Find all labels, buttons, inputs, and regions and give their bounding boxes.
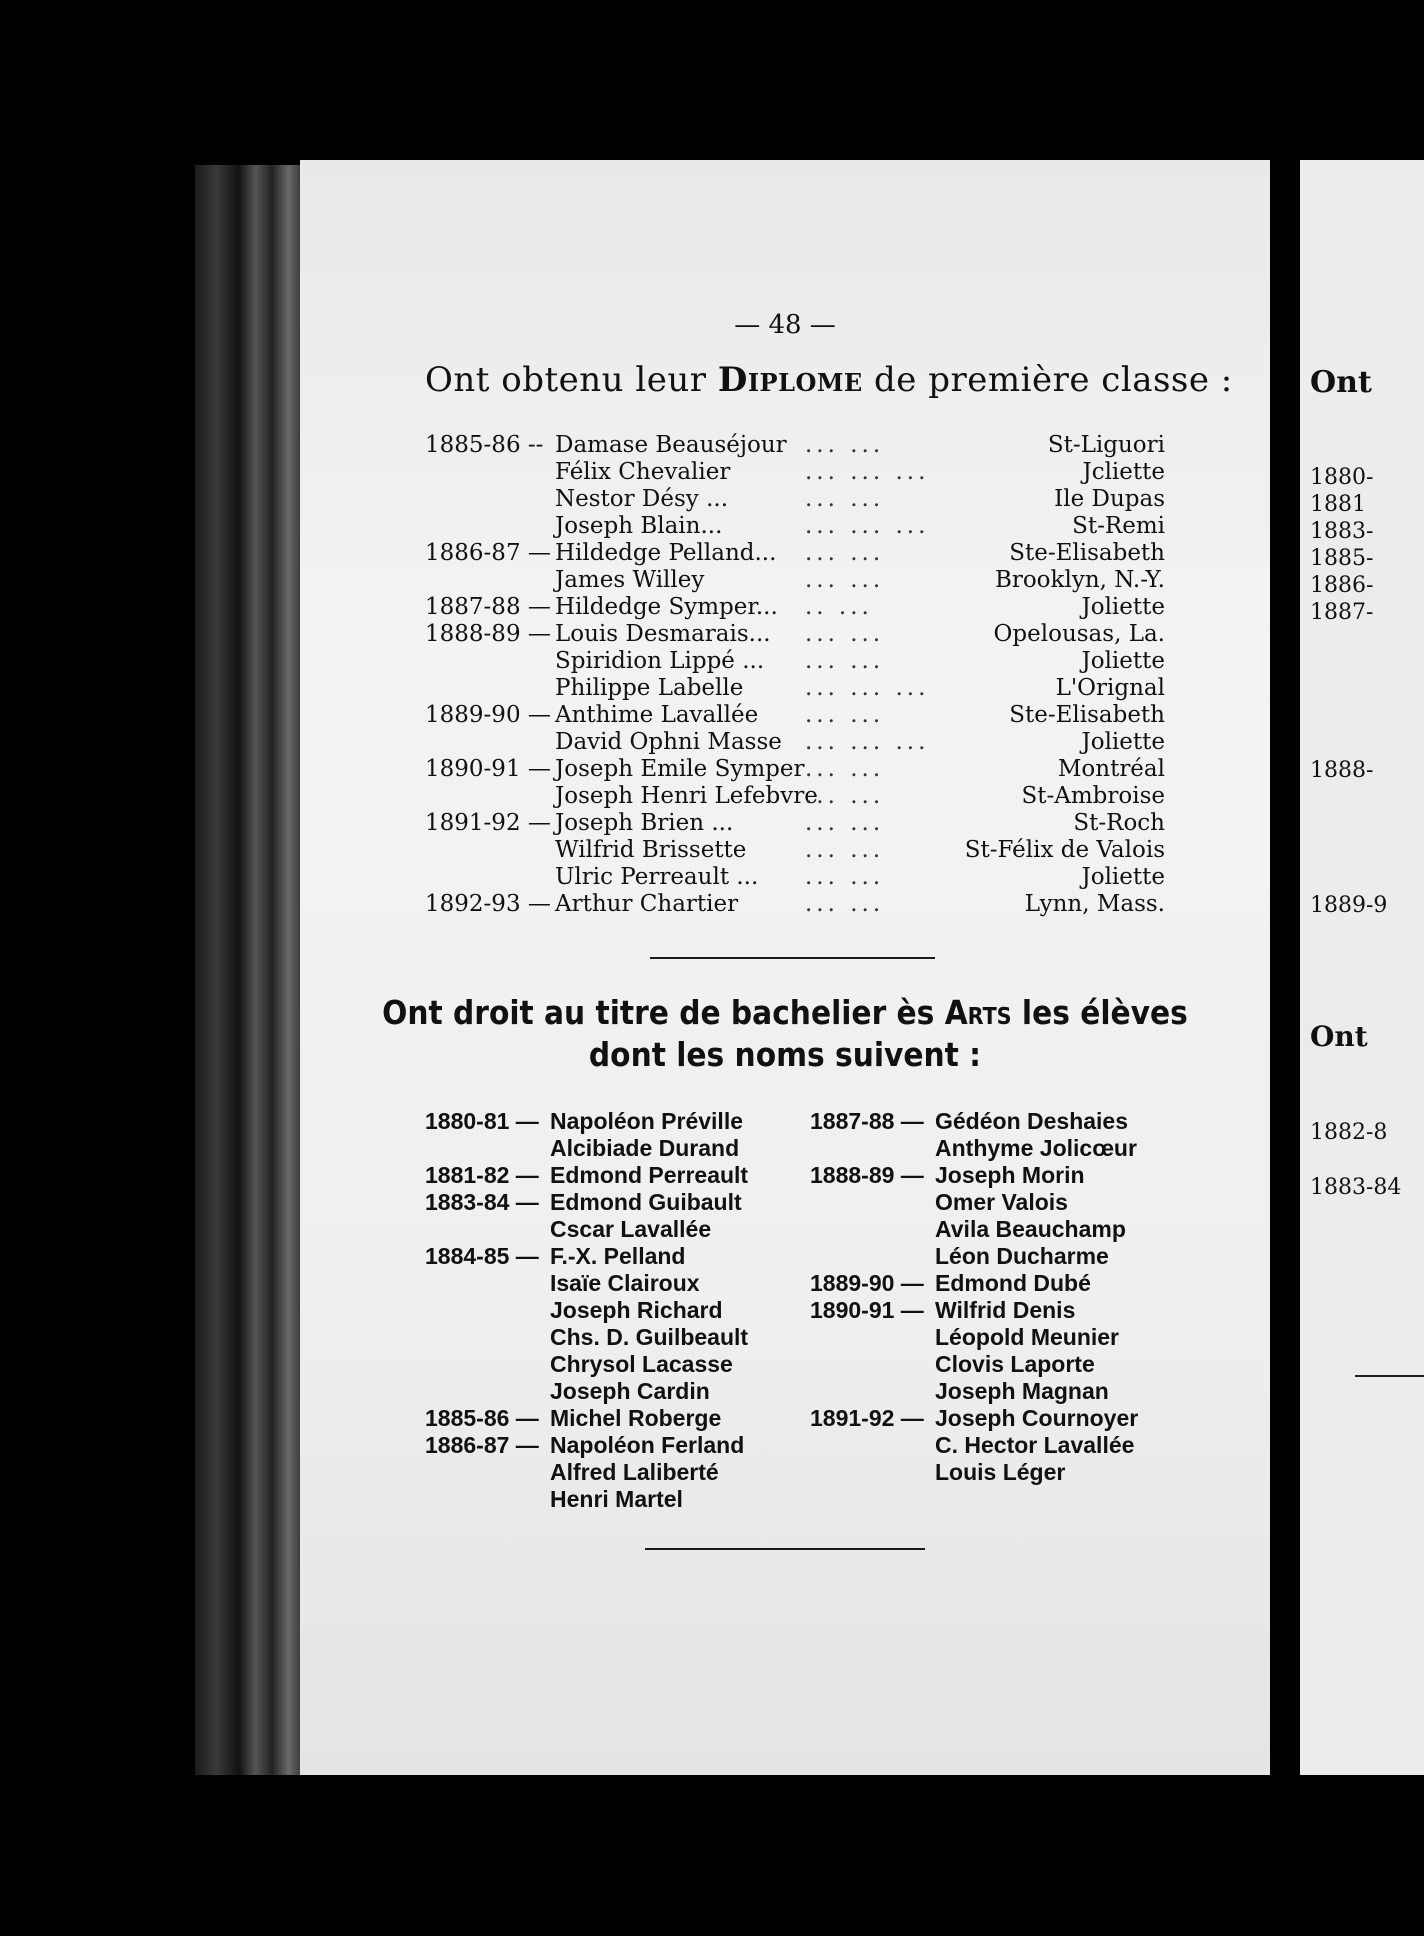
row-leader-dots: ... ... bbox=[805, 864, 885, 890]
row-place: Jcliette bbox=[1082, 459, 1165, 485]
next-page-year: 1883- bbox=[1310, 519, 1374, 544]
bachelor-name: Anthyme Jolicœur bbox=[935, 1135, 1137, 1161]
next-page-year: 1885- bbox=[1310, 546, 1374, 571]
section2-heading-line1 bbox=[300, 992, 1270, 1034]
row-name: Félix Chevalier bbox=[555, 459, 731, 485]
next-page-subtitle: Ont bbox=[1310, 1020, 1368, 1053]
bachelor-row bbox=[810, 1405, 1210, 1432]
heading2-suffix: les élèves bbox=[1011, 993, 1188, 1032]
diploma-row bbox=[425, 891, 1165, 918]
diploma-row bbox=[425, 648, 1165, 675]
row-leader-dots: ... ... ... bbox=[805, 675, 930, 701]
bachelor-name: F.-X. Pelland bbox=[550, 1243, 686, 1269]
bachelor-name: Joseph Morin bbox=[935, 1162, 1085, 1188]
bachelor-name: Cscar Lavallée bbox=[550, 1216, 712, 1242]
diploma-row bbox=[425, 540, 1165, 567]
row-place: Joliette bbox=[1081, 648, 1165, 674]
row-name: Joseph Emile Symper bbox=[555, 756, 805, 782]
bachelor-row bbox=[425, 1189, 805, 1216]
bachelor-name: Avila Beauchamp bbox=[935, 1216, 1126, 1242]
bachelor-row bbox=[425, 1216, 805, 1243]
row-name: Joseph Blain... bbox=[555, 513, 723, 539]
divider-rule bbox=[650, 957, 935, 959]
row-leader-dots: ... ... bbox=[805, 432, 885, 458]
row-place: Opelousas, La. bbox=[993, 621, 1165, 647]
row-year: 1885-86 -- bbox=[425, 432, 544, 458]
row-year: 1888-89 — bbox=[425, 621, 551, 647]
next-page-title: Ont bbox=[1310, 365, 1372, 400]
bachelor-row bbox=[810, 1270, 1210, 1297]
heading2-smallcaps: Arts bbox=[944, 993, 1012, 1032]
next-page-rule bbox=[1355, 1375, 1424, 1377]
diploma-row bbox=[425, 513, 1165, 540]
row-place: Montréal bbox=[1057, 756, 1165, 782]
row-name: Hildedge Symper... bbox=[555, 594, 778, 620]
bachelor-list-left bbox=[425, 1108, 805, 1513]
row-name: David Ophni Masse bbox=[555, 729, 782, 755]
bachelor-row bbox=[810, 1297, 1210, 1324]
bachelor-name: Omer Valois bbox=[935, 1189, 1068, 1215]
bachelor-name: Clovis Laporte bbox=[935, 1351, 1095, 1377]
row-name: Joseph Henri Lefebvre bbox=[555, 783, 818, 809]
bachelor-year: 1885-86 — bbox=[425, 1405, 539, 1431]
row-year: 1889-90 — bbox=[425, 702, 551, 728]
diploma-row bbox=[425, 810, 1165, 837]
divider-rule-bottom bbox=[645, 1548, 925, 1550]
bachelor-name: Edmond Guibault bbox=[550, 1189, 742, 1215]
row-name: James Willey bbox=[555, 567, 705, 593]
heading-prefix: Ont obtenu leur bbox=[425, 360, 718, 400]
row-leader-dots: ... ... bbox=[805, 486, 885, 512]
bachelor-row bbox=[810, 1351, 1210, 1378]
next-page-year: 1883-84 bbox=[1310, 1175, 1402, 1200]
next-page-year: 1889-9 bbox=[1310, 893, 1388, 918]
diploma-row bbox=[425, 729, 1165, 756]
row-name: Spiridion Lippé ... bbox=[555, 648, 765, 674]
row-leader-dots: ... ... bbox=[805, 810, 885, 836]
diploma-row bbox=[425, 621, 1165, 648]
row-leader-dots: ... ... bbox=[805, 756, 885, 782]
bachelor-year: 1886-87 — bbox=[425, 1432, 539, 1458]
bachelor-name: Edmond Perreault bbox=[550, 1162, 749, 1188]
bachelor-row bbox=[425, 1135, 805, 1162]
bachelor-name: Wilfrid Denis bbox=[935, 1297, 1076, 1323]
diploma-row bbox=[425, 783, 1165, 810]
row-name: Philippe Labelle bbox=[555, 675, 744, 701]
bachelor-name: Isaïe Clairoux bbox=[550, 1270, 700, 1296]
bachelor-name: Joseph Magnan bbox=[935, 1378, 1109, 1404]
diploma-list bbox=[425, 432, 1165, 918]
row-name: Anthime Lavallée bbox=[555, 702, 759, 728]
bachelor-list-right bbox=[810, 1108, 1210, 1486]
row-place: L'Orignal bbox=[1055, 675, 1165, 701]
row-place: St-Liguori bbox=[1047, 432, 1165, 458]
bachelor-year: 1890-91 — bbox=[810, 1297, 924, 1323]
bachelor-name: Joseph Richard bbox=[550, 1297, 723, 1323]
next-page-edge bbox=[1300, 160, 1424, 1775]
bachelor-row bbox=[425, 1378, 805, 1405]
row-place: St-Roch bbox=[1073, 810, 1165, 836]
row-name: Louis Desmarais... bbox=[555, 621, 771, 647]
bachelor-name: Gédéon Deshaies bbox=[935, 1108, 1129, 1134]
diploma-row bbox=[425, 594, 1165, 621]
row-place: Joliette bbox=[1081, 729, 1165, 755]
bachelor-name: Léon Ducharme bbox=[935, 1243, 1109, 1269]
bachelor-row bbox=[810, 1135, 1210, 1162]
bachelor-row bbox=[425, 1432, 805, 1459]
bachelor-name: Alcibiade Durand bbox=[550, 1135, 740, 1161]
bachelor-name: Chs. D. Guilbeault bbox=[550, 1324, 749, 1350]
diploma-row bbox=[425, 432, 1165, 459]
bachelor-row bbox=[425, 1297, 805, 1324]
row-name: Hildedge Pelland... bbox=[555, 540, 777, 566]
row-leader-dots: ... ... bbox=[805, 837, 885, 863]
row-place: Joliette bbox=[1081, 594, 1165, 620]
bachelor-name: Henri Martel bbox=[550, 1486, 683, 1512]
bachelor-row bbox=[425, 1243, 805, 1270]
bachelor-name: Alfred Laliberté bbox=[550, 1459, 719, 1485]
row-year: 1887-88 — bbox=[425, 594, 551, 620]
bachelor-row bbox=[810, 1459, 1210, 1486]
diploma-row bbox=[425, 864, 1165, 891]
bachelor-row bbox=[425, 1270, 805, 1297]
row-leader-dots: ... ... bbox=[805, 648, 885, 674]
bachelor-year: 1880-81 — bbox=[425, 1108, 539, 1134]
bachelor-name: Napoléon Ferland bbox=[550, 1432, 745, 1458]
bachelor-row bbox=[810, 1324, 1210, 1351]
next-page-year: 1881 bbox=[1310, 492, 1366, 517]
bachelor-year: 1889-90 — bbox=[810, 1270, 924, 1296]
bachelor-year: 1883-84 — bbox=[425, 1189, 539, 1215]
row-place: Brooklyn, N.-Y. bbox=[994, 567, 1165, 593]
row-name: Nestor Désy ... bbox=[555, 486, 729, 512]
row-leader-dots: ... ... bbox=[805, 783, 885, 809]
row-place: Ile Dupas bbox=[1054, 486, 1165, 512]
bachelor-year: 1887-88 — bbox=[810, 1108, 924, 1134]
diploma-row bbox=[425, 702, 1165, 729]
row-year: 1892-93 — bbox=[425, 891, 551, 917]
row-leader-dots: ... ... bbox=[805, 540, 885, 566]
bachelor-name: Napoléon Préville bbox=[550, 1108, 744, 1134]
row-place: St-Remi bbox=[1072, 513, 1165, 539]
section1-heading bbox=[425, 360, 1233, 400]
bachelor-row bbox=[810, 1189, 1210, 1216]
row-place: St-Ambroise bbox=[1021, 783, 1165, 809]
next-page-year: 1882-8 bbox=[1310, 1120, 1388, 1145]
bachelor-row bbox=[425, 1459, 805, 1486]
diploma-row bbox=[425, 675, 1165, 702]
bachelor-row bbox=[810, 1378, 1210, 1405]
diploma-row bbox=[425, 486, 1165, 513]
heading-smallcaps: Diplome bbox=[717, 360, 863, 400]
row-year: 1890-91 — bbox=[425, 756, 551, 782]
bachelor-row bbox=[425, 1405, 805, 1432]
bachelor-year: 1888-89 — bbox=[810, 1162, 924, 1188]
diploma-row bbox=[425, 459, 1165, 486]
row-name: Arthur Chartier bbox=[555, 891, 739, 917]
heading2-prefix: Ont droit au titre de bachelier ès bbox=[382, 993, 945, 1032]
row-name: Ulric Perreault ... bbox=[555, 864, 759, 890]
next-page-year: 1886- bbox=[1310, 573, 1374, 598]
next-page-year: 1887- bbox=[1310, 600, 1374, 625]
next-page-year: 1880- bbox=[1310, 465, 1374, 490]
heading-suffix: de première classe : bbox=[862, 360, 1233, 400]
row-leader-dots: ... ... bbox=[805, 891, 885, 917]
book-spine bbox=[195, 165, 305, 1775]
page bbox=[300, 160, 1270, 1775]
row-leader-dots: ... ... bbox=[805, 567, 885, 593]
bachelor-row bbox=[810, 1243, 1210, 1270]
diploma-row bbox=[425, 567, 1165, 594]
bachelor-year: 1881-82 — bbox=[425, 1162, 539, 1188]
row-place: St-Félix de Valois bbox=[964, 837, 1165, 863]
bachelor-row bbox=[425, 1108, 805, 1135]
row-place: Joliette bbox=[1081, 864, 1165, 890]
bachelor-row bbox=[810, 1216, 1210, 1243]
row-name: Wilfrid Brissette bbox=[555, 837, 747, 863]
row-leader-dots: ... ... ... bbox=[805, 513, 930, 539]
row-leader-dots: ... ... bbox=[805, 621, 885, 647]
row-place: Lynn, Mass. bbox=[1024, 891, 1165, 917]
section2-heading-line2: dont les noms suivent : bbox=[588, 1035, 982, 1074]
diploma-row bbox=[425, 756, 1165, 783]
bachelor-row bbox=[425, 1324, 805, 1351]
bachelor-name: Michel Roberge bbox=[550, 1405, 722, 1431]
row-leader-dots: ... ... bbox=[805, 702, 885, 728]
bachelor-row bbox=[425, 1351, 805, 1378]
row-place: Ste-Elisabeth bbox=[1009, 702, 1165, 728]
bachelor-year: 1884-85 — bbox=[425, 1243, 539, 1269]
page-number: — 48 — bbox=[734, 310, 836, 340]
row-leader-dots: ... ... ... bbox=[805, 459, 930, 485]
row-name: Joseph Brien ... bbox=[555, 810, 734, 836]
bachelor-name: Léopold Meunier bbox=[935, 1324, 1119, 1350]
bachelor-row bbox=[810, 1108, 1210, 1135]
row-year: 1886-87 — bbox=[425, 540, 551, 566]
bachelor-row bbox=[425, 1162, 805, 1189]
bachelor-name: Edmond Dubé bbox=[935, 1270, 1091, 1296]
next-page-year: 1888- bbox=[1310, 758, 1374, 783]
row-year: 1891-92 — bbox=[425, 810, 551, 836]
bachelor-name: Chrysol Lacasse bbox=[550, 1351, 733, 1377]
row-name: Damase Beauséjour bbox=[555, 432, 787, 458]
bachelor-year: 1891-92 — bbox=[810, 1405, 924, 1431]
diploma-row bbox=[425, 837, 1165, 864]
row-place: Ste-Elisabeth bbox=[1009, 540, 1165, 566]
bachelor-name: Louis Léger bbox=[935, 1459, 1066, 1485]
bachelor-name: Joseph Cournoyer bbox=[935, 1405, 1139, 1431]
row-leader-dots: .. ... bbox=[805, 594, 873, 620]
bachelor-name: C. Hector Lavallée bbox=[935, 1432, 1135, 1458]
row-leader-dots: ... ... ... bbox=[805, 729, 930, 755]
bachelor-name: Joseph Cardin bbox=[550, 1378, 710, 1404]
bachelor-row bbox=[810, 1162, 1210, 1189]
bachelor-row bbox=[425, 1486, 805, 1513]
bachelor-row bbox=[810, 1432, 1210, 1459]
section2-heading bbox=[300, 992, 1270, 1076]
